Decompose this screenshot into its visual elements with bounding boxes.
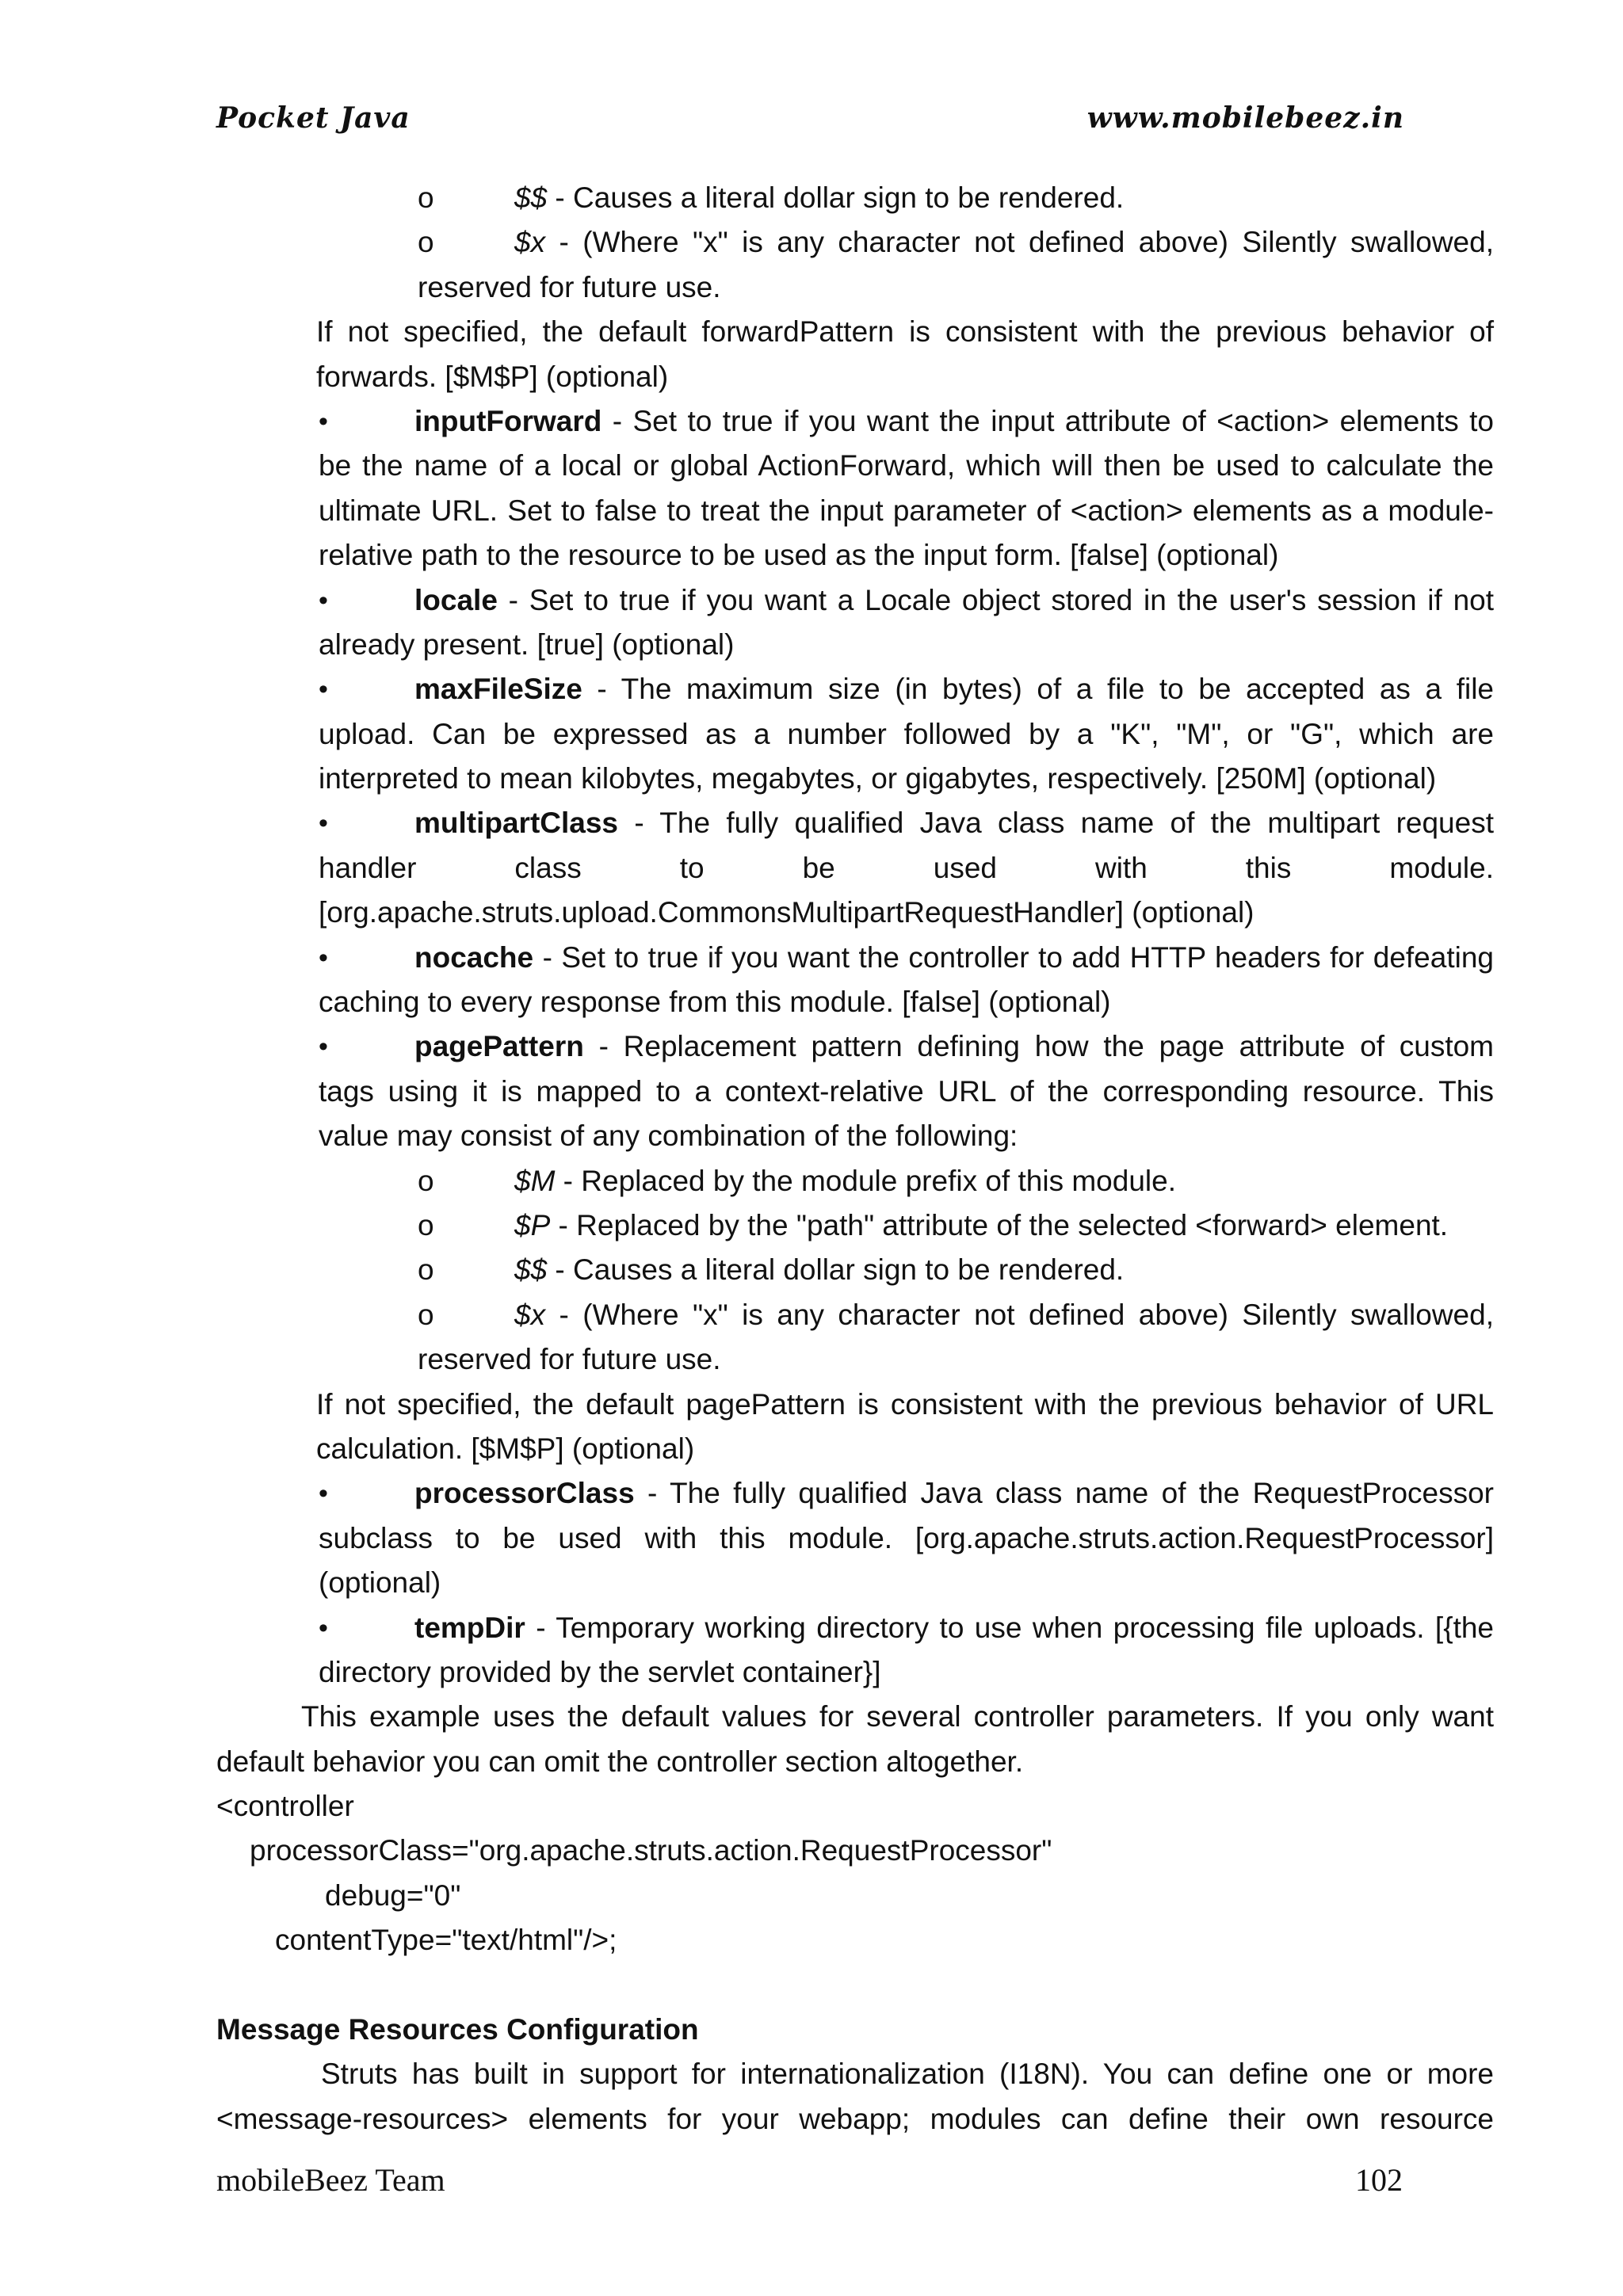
sub-item-line: o $$ - Causes a literal dollar sign to be rendered. <box>0 1248 1623 1292</box>
term: $x <box>514 226 546 259</box>
page-body: o $$ - Causes a literal dollar sign to be rendered. o $x - (Where "x" is any character not defined above) Silently swallowed, reserved for future use. If not specified, the default forwardPattern is consistent with the previous behavior of forwards. [$M$P] (optional) • inputForward - Set to true if you want the input attribute of <action> elements to be the name of a local or global ActionForward, which will then be used to calculate the ultimate URL. Set to false to treat the input parameter of <action> elements as a module- relative path to the resource to be used as the input form. [false] (optional) • locale - Set to true if you want a Locale object stored in the user's session if not already present. [true] (optional) • maxFileSize - The maximum size (in bytes) of a file to be accepted as a file upload. Can be expressed as a number followed by a "K", "M", or "G", which are interpreted to mean kilobytes, megabytes, or gigabytes, respectively. [250M] (optional) • multipartClass - The fully qualified Java class name of the multipart request handler class to be used with this module. [org.apache.struts.upload.CommonsMultipartRequestHandler] (optional) • nocache - Set to true if you want the controller to add HTTP headers for defeating caching to every response from this module. [false] (optional) • pagePattern - Replacement pattern defining how the page attribute of custom tags using it is mapped to a context-relative URL of the corresponding resource. This value may consist of any combination of the following: o $M - Replaced by the module prefix of this module. o $P - Replaced by the "path" attribute of the selected <forward> element. o $$ - Causes a literal dollar sign to be rendered. o $x - (Where "x" is any character not defined above) Silently swallowed, reserved for future use. If not specified, the default pagePattern is consistent with the previous behavior of URL calculation. [$M$P] (optional) • processorClass - The fully qualified Java class name of the RequestProcessor subclass to be used with this module. [org.apache.struts.action.RequestProcessor] (optional) • tempDir - Temporary working directory to use when processing file uploads. [{the directory provided by the servlet container}] This example uses the default values for several controller parameters. If you only want default behavior you can omit the controller section altogether. <controller processorClass="org.apache.struts.action.RequestProcessor" debug="0" contentType="text/html"/>; Message Resources Configuration Struts has built in support for internationalization (I18N). You can define one or more <message-resources> elements for your webapp; modules can define their own resource <box>0 176 1623 2142</box>
bullet-item: • tempDir - Temporary working directory to use when processing file uploads. [{the <box>0 1606 1623 1650</box>
footer-team: mobileBeez Team <box>216 2162 445 2198</box>
bullet-item: • locale - Set to true if you want a Locale object stored in the user's session if not <box>0 578 1623 623</box>
sub-bullet: o <box>418 1253 434 1287</box>
term: $$ <box>514 1253 548 1287</box>
term: tempDir <box>414 1611 525 1644</box>
term: processorClass <box>414 1477 635 1510</box>
bullet-icon: • <box>319 1478 328 1509</box>
sub-item-line: o $M - Replaced by the module prefix of this module. <box>0 1159 1623 1203</box>
bullet-item: • multipartClass - The fully qualified Java class name of the multipart request <box>0 801 1623 845</box>
bullet-icon: • <box>319 406 328 437</box>
bullet-item: • processorClass - The fully qualified Java class name of the RequestProcessor <box>0 1471 1623 1516</box>
term: inputForward <box>414 404 602 437</box>
sub-bullet: o <box>418 1298 434 1331</box>
term: $P <box>514 1208 551 1241</box>
bullet-icon: • <box>319 1032 328 1062</box>
code-line: processorClass="org.apache.struts.action.RequestProcessor" <box>250 1834 1052 1867</box>
bullet-icon: • <box>319 674 328 705</box>
term: $x <box>514 1298 546 1331</box>
bullet-icon: • <box>319 942 328 973</box>
term: $M <box>514 1164 556 1197</box>
sub-item-line: o $x - (Where "x" is any character not defined above) Silently swallowed, <box>0 1293 1623 1337</box>
term: $$ <box>514 181 548 214</box>
term: multipartClass <box>414 807 619 840</box>
bullet-item: • pagePattern - Replacement pattern defining how the page attribute of custom <box>0 1024 1623 1069</box>
header-website: www.mobilebeez.in <box>1086 101 1404 135</box>
sub-item-line: o $$ - Causes a literal dollar sign to be rendered. <box>0 176 1623 220</box>
bullet-icon: • <box>319 585 328 616</box>
bullet-icon: • <box>319 1612 328 1643</box>
sub-bullet: o <box>418 181 434 214</box>
bullet-item: • maxFileSize - The maximum size (in bytes) of a file to be accepted as a file <box>0 667 1623 711</box>
code-line: contentType="text/html"/>; <box>275 1924 617 1957</box>
code-line: debug="0" <box>325 1878 461 1912</box>
sub-bullet: o <box>418 1164 434 1197</box>
term: nocache <box>414 940 534 974</box>
bullet-icon: • <box>319 808 328 839</box>
term: pagePattern <box>414 1030 584 1063</box>
code-line: <controller <box>216 1790 354 1823</box>
sub-bullet: o <box>418 226 434 259</box>
term: maxFileSize <box>414 673 582 706</box>
bullet-item: • nocache - Set to true if you want the controller to add HTTP headers for defeating <box>0 936 1623 980</box>
section-heading: Message Resources Configuration <box>216 2013 699 2046</box>
bullet-item: • inputForward - Set to true if you want the input attribute of <action> elements to <box>0 399 1623 444</box>
header-title: Pocket Java <box>216 101 411 135</box>
term: locale <box>414 583 498 616</box>
page-number: 102 <box>1355 2162 1403 2198</box>
sub-item-line: o $P - Replaced by the "path" attribute of the selected <forward> element. <box>0 1203 1623 1248</box>
sub-item-line: o $x - (Where "x" is any character not defined above) Silently swallowed, <box>0 220 1623 265</box>
sub-bullet: o <box>418 1208 434 1241</box>
